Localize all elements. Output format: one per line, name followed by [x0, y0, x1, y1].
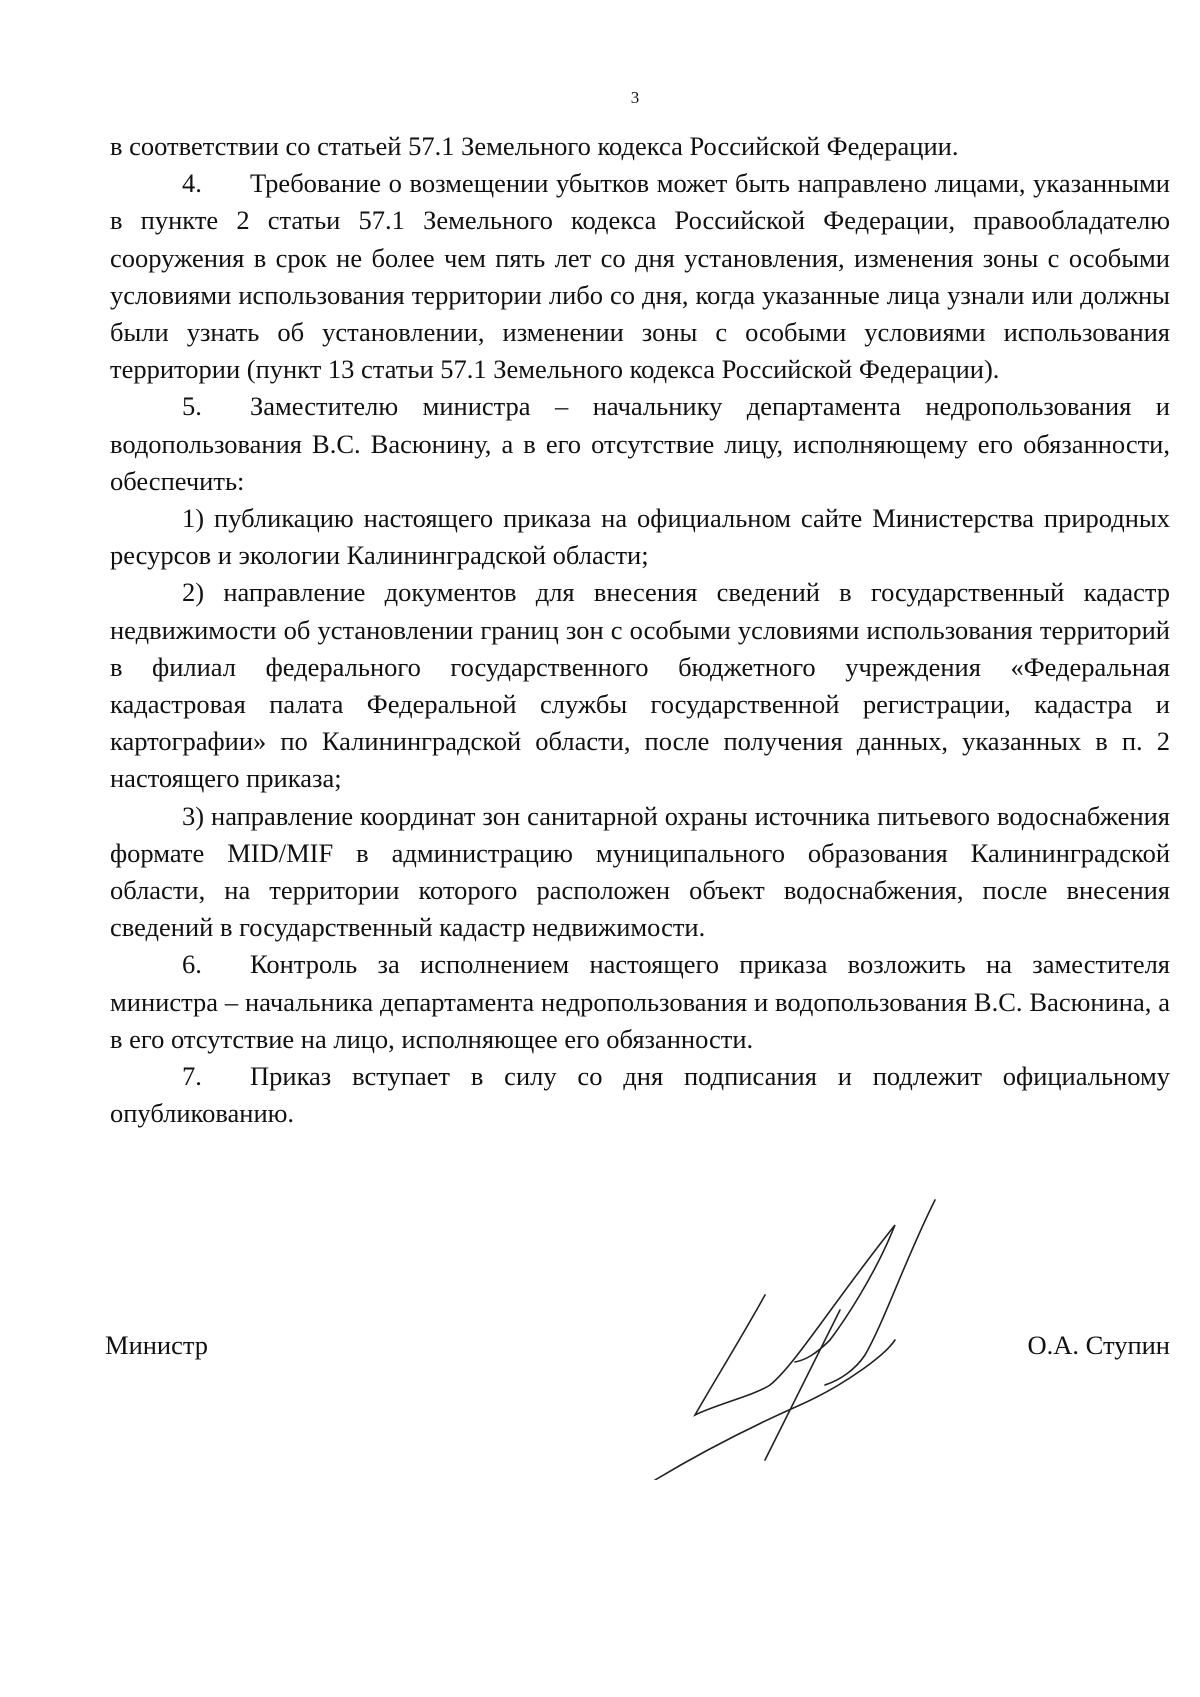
document-body	[110, 128, 1170, 1132]
subitem-2	[110, 574, 1170, 797]
paragraph-number: 4.	[182, 168, 202, 199]
paragraph-text: Требование о возмещении убытков может быть направлено лицами, указанными в пункте 2 статьи 57.1 Земельного кодекса Российской Федерации, правообладателю сооружения в срок не более чем пять лет со дня установления, изменения зоны с особыми условиями использования территории либо со дня, когда указанные лица узнали или должны были узнать об установлении, изменении зоны с особыми условиями использования территории (пункт 13 статьи 57.1 Земельного кодекса Российской Федерации).	[110, 168, 1170, 385]
paragraph-text: 3) направление координат зон санитарной охраны источника питьевого водоснабжения формате MID/MIF в администрацию муниципального образования Калининградской области, на территории которого расположен объект водоснабжения, после внесения сведений в государственный кадастр недвижимости.	[110, 800, 1170, 943]
page-number: 3	[630, 88, 640, 107]
signer-name: О.А. Ступин	[1027, 1330, 1170, 1360]
paragraph-text: Контроль за исполнением настоящего приказа возложить на заместителя министра – начальника департамента недропользования и водопользования В.С. Васюнина, а в его отсутствие на лицо, исполняющее его обязанности.	[110, 949, 1170, 1054]
paragraph-4	[110, 165, 1170, 388]
paragraph-text: Заместителю министра – начальнику департамента недропользования и водопользования В.С. Васюнину, а в его отсутствие лицу, исполняющему его обязанности, обеспечить:	[110, 391, 1170, 496]
paragraph-7	[110, 1058, 1170, 1132]
paragraph-number: 6.	[182, 949, 202, 980]
paragraph-text: в соответствии со статьей 57.1 Земельного кодекса Российской Федерации.	[110, 131, 959, 161]
paragraph-number: 5.	[182, 391, 202, 422]
subitem-1	[110, 500, 1170, 574]
paragraph-6	[110, 946, 1170, 1058]
paragraph-text: 2) направление документов для внесения сведений в государственный кадастр недвижимости об установлении границ зон с особыми условиями использования территорий в филиал федерального государственного бюджетного учреждения «Федеральная кадастровая палата Федеральной службы государственной регистрации, кадастра и картографии» по Калининградской области, после получения данных, указанных в п. 2 настоящего приказа;	[110, 577, 1170, 794]
paragraph-text: Приказ вступает в силу со дня подписания и подлежит официальному опубликованию.	[110, 1061, 1170, 1129]
signer-title: Министр	[105, 1330, 209, 1360]
signature-block	[105, 1310, 1170, 1420]
paragraph-text: 1) публикацию настоящего приказа на официальном сайте Министерства природных ресурсов и экологии Калининградской области;	[110, 503, 1170, 571]
subitem-3	[110, 798, 1170, 947]
paragraph-5	[110, 388, 1170, 500]
paragraph-number: 7.	[182, 1061, 202, 1092]
handwritten-signature	[645, 1180, 945, 1480]
paragraph-continuation	[110, 128, 1170, 165]
